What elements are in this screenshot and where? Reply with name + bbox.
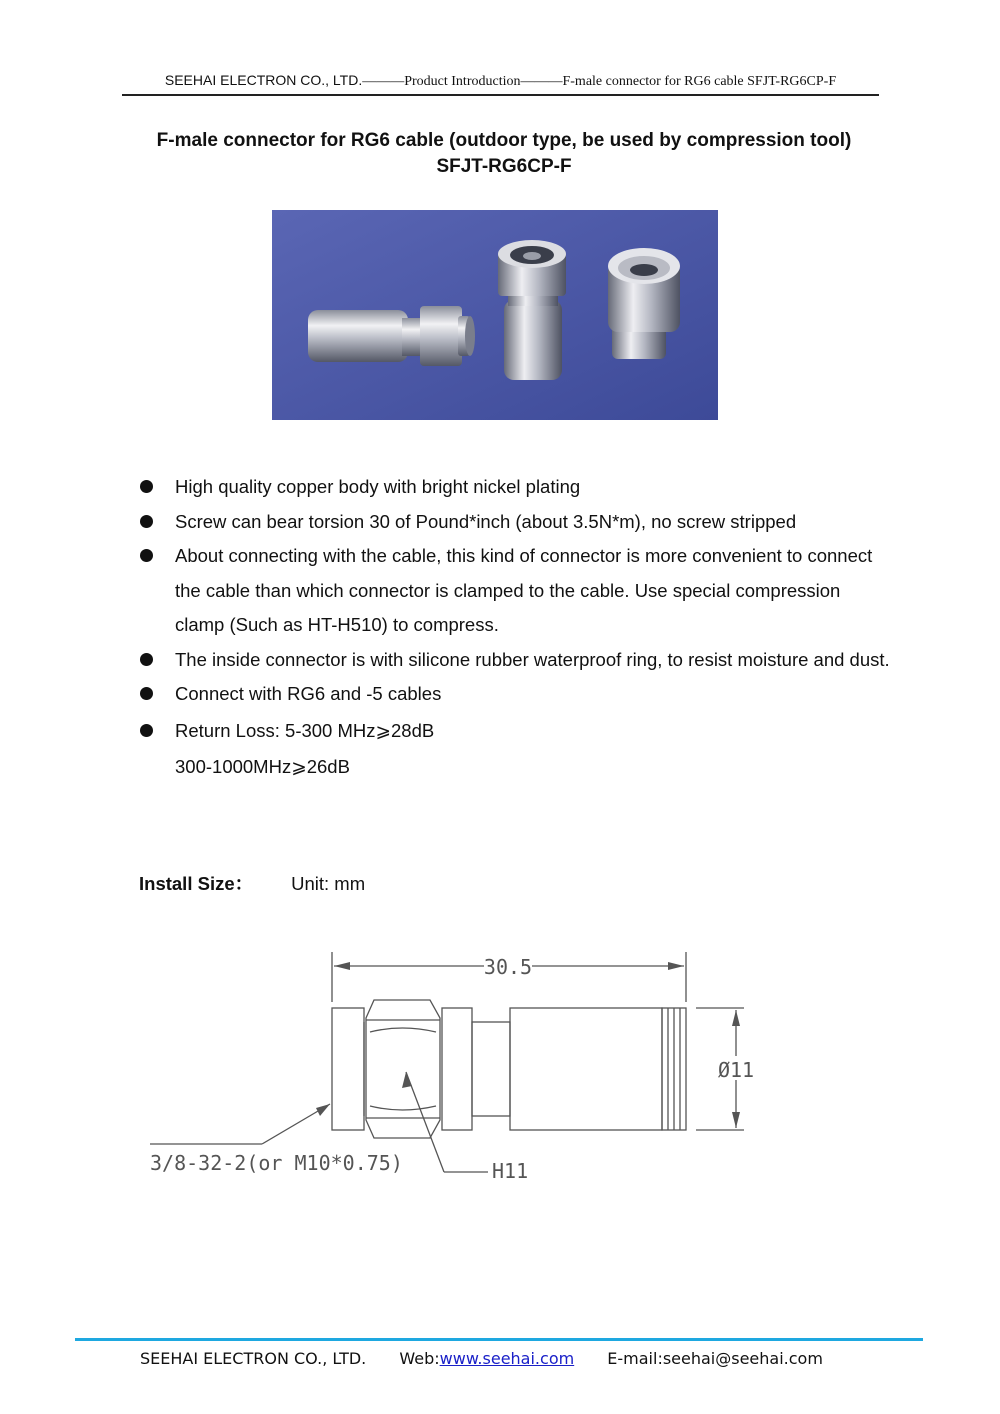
feature-text: Return Loss: 5-300 MHz⩾28dB	[175, 719, 435, 741]
bullet-icon	[140, 515, 153, 528]
page-header	[122, 66, 879, 96]
header-section: Product Introduction	[404, 74, 521, 89]
footer-divider	[75, 1338, 923, 1341]
bullet-icon	[140, 687, 153, 700]
product-photo	[272, 210, 718, 420]
list-item	[130, 505, 890, 540]
header-product: F-male connector for RG6 cable SFJT-RG6CP-F	[562, 74, 837, 89]
page-title: F-male connector for RG6 cable (outdoor type, be used by compression tool) SFJT-RG6CP-F	[156, 130, 852, 177]
web-label: Web:	[399, 1349, 440, 1368]
feature-list	[130, 470, 890, 784]
footer-web	[399, 1346, 574, 1372]
thread-label: 3/8-32-2(or M10*0.75)	[150, 1151, 403, 1175]
hex-label: H11	[492, 1159, 529, 1183]
length-dimension: 30.5	[483, 955, 533, 979]
install-size-label: Install Size：	[139, 873, 254, 894]
page-footer	[140, 1346, 823, 1372]
list-item	[130, 539, 890, 643]
list-item	[130, 712, 890, 750]
bullet-icon	[140, 653, 153, 666]
footer-company: SEEHAI ELECTRON CO., LTD.	[140, 1349, 367, 1368]
bullet-icon	[140, 549, 153, 562]
feature-text: The inside connector is with silicone rubber waterproof ring, to resist moisture and dust.	[175, 648, 890, 670]
dimension-drawing	[140, 940, 780, 1200]
header-company: SEEHAI ELECTRON CO., LTD.	[164, 72, 363, 88]
list-item	[130, 470, 890, 505]
list-item	[130, 643, 890, 678]
footer-email: E-mail:seehai@seehai.com	[607, 1349, 823, 1368]
install-unit: Unit: mm	[291, 873, 366, 894]
header-dash: ———	[520, 74, 563, 89]
return-loss-line-2: 300-1000MHz⩾26dB	[175, 755, 350, 777]
header-dash: ———	[362, 74, 405, 89]
feature-text: Connect with RG6 and -5 cables	[175, 683, 442, 704]
list-item	[130, 677, 890, 712]
bullet-icon	[140, 480, 153, 493]
bullet-icon	[140, 724, 153, 737]
install-size	[139, 870, 365, 898]
diameter-dimension: Ø11	[717, 1058, 755, 1082]
website-link[interactable]: www.seehai.com	[439, 1349, 575, 1368]
feature-text: About connecting with the cable, this kind of connector is more convenient to connect the cable than which connector is clamped to the cable. Use special compression clamp (Such as HT-H510) to compress.	[175, 545, 873, 635]
feature-text: High quality copper body with bright nickel plating	[175, 476, 581, 497]
feature-text: Screw can bear torsion 30 of Pound*inch (about 3.5N*m), no screw stripped	[175, 510, 797, 532]
